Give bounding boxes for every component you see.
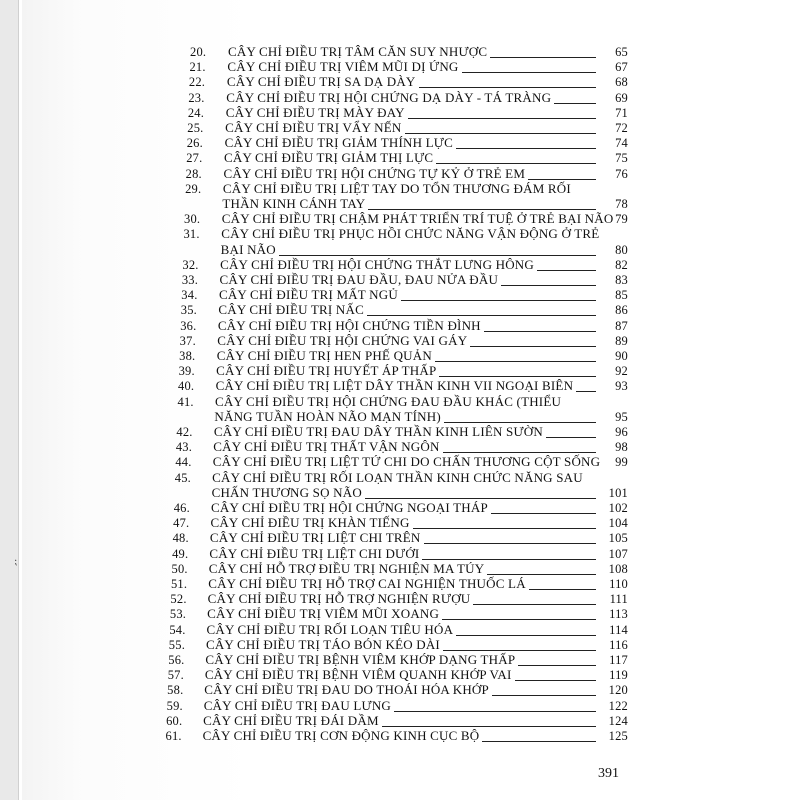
toc-entry <box>22 682 800 698</box>
toc-entry <box>22 378 800 394</box>
toc-entry-title-cont: CHẤN THƯƠNG SỌ NÃO <box>211 484 362 500</box>
toc-entry-page: 79 <box>615 212 628 227</box>
toc-entry-title: CÂY CHỈ ĐIỀU TRỊ LIỆT TỨ CHI DO CHẤN THƯƠNG CỘT SỐNG <box>212 454 601 470</box>
toc-entry-title: CÂY CHỈ ĐIỀU TRỊ RỐI LOẠN THẦN KINH CHỨC NĂNG SAU <box>212 469 583 485</box>
toc-entry-page: 92 <box>615 364 628 379</box>
toc-entry-page: 83 <box>615 273 628 287</box>
toc-entry-page: 74 <box>615 136 628 151</box>
toc-entry-number: 23. <box>188 90 205 105</box>
toc-entry <box>22 90 800 106</box>
toc-entry <box>22 591 800 607</box>
toc-entry-page: 101 <box>608 485 628 500</box>
toc-leader-line <box>368 196 596 210</box>
toc-leader-line <box>435 348 596 362</box>
toc-entry-number: 33. <box>181 273 199 287</box>
toc-entry-title: CÂY CHỈ ĐIỀU TRỊ TÂM CĂN SUY NHƯỢC <box>228 44 488 59</box>
toc-entry-number: 45. <box>174 470 192 485</box>
toc-entry <box>22 105 800 121</box>
toc-entry <box>22 530 800 546</box>
toc-leader-line <box>422 546 596 560</box>
toc-entry-number: 55. <box>168 637 186 652</box>
toc-entry-title: CÂY CHỈ ĐIỀU TRỊ LIỆT CHI DƯỚI <box>209 545 420 561</box>
toc-entry-title: CÂY CHỈ ĐIỀU TRỊ ĐAU ĐẦU, ĐAU NỬA ĐẦU <box>219 272 499 287</box>
toc-entry-number: 52. <box>170 592 187 607</box>
toc-entry-number: 26. <box>186 136 203 151</box>
toc-entry-page: 72 <box>615 121 628 135</box>
toc-leader-line <box>279 242 596 256</box>
toc-entry-number: 57. <box>167 668 184 683</box>
toc-entry-page: 119 <box>609 668 628 683</box>
toc-entry-page: 75 <box>615 151 628 166</box>
toc-entry-title: CÂY CHỈ ĐIỀU TRỊ ĐÁI DẦM <box>203 712 379 728</box>
toc-entry-page: 125 <box>608 729 628 743</box>
toc-entry-page: 107 <box>608 546 628 561</box>
toc-entry-number: 51. <box>170 577 188 591</box>
toc-leader-line <box>528 166 596 180</box>
toc-leader-line <box>456 135 596 149</box>
page-binding-edge <box>0 0 19 800</box>
toc-leader-line <box>462 59 596 73</box>
toc-entry-number: 58. <box>167 683 184 698</box>
toc-entry-title: CÂY CHỈ ĐIỀU TRỊ HỖ TRỢ NGHIỆN RƯỢU <box>207 591 471 607</box>
toc-entry-number: 59. <box>166 698 183 713</box>
toc-leader-line <box>490 44 596 58</box>
book-page <box>14 0 800 800</box>
toc-leader-line <box>546 424 596 438</box>
toc-leader-line <box>529 576 596 590</box>
toc-leader-line <box>482 728 596 742</box>
toc-entry <box>22 287 800 303</box>
toc-entry <box>22 348 800 364</box>
toc-entry-number: 34. <box>181 288 198 303</box>
toc-entry-title: CÂY CHỈ ĐIỀU TRỊ SA DẠ DÀY <box>226 74 416 90</box>
toc-entry-page: 113 <box>609 607 628 622</box>
toc-entry-number: 40. <box>178 379 195 394</box>
toc-entry-number: 41. <box>177 394 194 409</box>
toc-entry-page: 86 <box>615 303 628 318</box>
toc-entry <box>22 181 800 197</box>
toc-entry-title: CÂY CHỈ ĐIỀU TRỊ NẤC <box>218 302 364 318</box>
toc-leader-line <box>537 257 596 271</box>
toc-leader-line <box>436 150 596 164</box>
toc-leader-line <box>367 302 596 316</box>
toc-entry <box>22 667 800 683</box>
toc-leader-line <box>408 105 596 119</box>
toc-entry-continuation <box>22 196 800 212</box>
toc-entry-number: 27. <box>186 151 203 166</box>
toc-entry-number: 49. <box>172 546 189 561</box>
toc-entry-page: 82 <box>615 257 628 272</box>
toc-entry-page: 71 <box>615 105 628 120</box>
toc-entry-page: 124 <box>608 713 628 728</box>
toc-leader-line <box>443 637 596 651</box>
toc-entry <box>22 211 800 227</box>
toc-leader-line <box>491 500 596 514</box>
toc-entry-number: 47. <box>173 516 190 531</box>
toc-leader-line <box>501 272 596 286</box>
toc-entry <box>22 120 800 136</box>
toc-entry <box>22 606 800 622</box>
toc-entry-page: 76 <box>615 166 628 181</box>
toc-entry <box>22 728 800 744</box>
toc-entry-page: 96 <box>615 425 628 439</box>
toc-entry-title: CÂY CHỈ ĐIỀU TRỊ VIÊM MŨI XOANG <box>207 606 440 622</box>
toc-entry-number: 21. <box>189 60 206 75</box>
toc-entry <box>22 500 800 516</box>
toc-entry <box>22 470 800 486</box>
toc-entry-title: CÂY CHỈ ĐIỀU TRỊ HỘI CHỨNG DẠ DÀY - TÁ TRÀNG <box>226 89 552 105</box>
toc-entry-page: 104 <box>608 516 628 531</box>
toc-entry-title: CÂY CHỈ ĐIỀU TRỊ BỆNH VIÊM KHỚP DẠNG THẤP <box>205 652 516 667</box>
toc-entry-page: 105 <box>608 531 628 546</box>
toc-entry-title: CÂY CHỈ ĐIỀU TRỊ VIÊM MŨI DỊ ỨNG <box>227 59 459 75</box>
toc-entry-title: CÂY CHỈ ĐIỀU TRỊ BỆNH VIÊM QUANH KHỚP VAI <box>204 667 512 683</box>
toc-entry-title: CÂY CHỈ ĐIỀU TRỊ GIẢM THÍNH LỰC <box>224 135 453 151</box>
toc-leader-line <box>554 90 596 104</box>
toc-leader-line <box>401 287 596 301</box>
toc-entry-number: 29. <box>185 181 202 196</box>
toc-entry-number: 44. <box>175 455 192 470</box>
toc-entry-title: CÂY CHỈ ĐIỀU TRỊ CHẬM PHÁT TRIỂN TRÍ TUỆ Ở TRẺ BẠI NÃO <box>221 211 614 227</box>
toc-entry <box>22 363 800 379</box>
toc-leader-line <box>473 591 596 605</box>
toc-entry-number: 60. <box>166 713 183 728</box>
toc-entry-title: CÂY CHỈ ĐIỀU TRỊ HỘI CHỨNG VAI GÁY <box>217 332 468 348</box>
toc-entry-title: CÂY CHỈ ĐIỀU TRỊ LIỆT DÂY THẦN KINH VII NGOẠI BIÊN <box>215 378 574 394</box>
toc-entry <box>22 394 800 410</box>
toc-entry-title: CÂY CHỈ ĐIỀU TRỊ KHÀN TIẾNG <box>210 515 410 531</box>
toc-leader-line <box>443 439 596 453</box>
toc-entry <box>22 454 800 470</box>
toc-entry-page: 89 <box>615 333 628 348</box>
toc-entry-title-cont: NĂNG TUẦN HOÀN NÃO MẠN TÍNH) <box>214 408 441 424</box>
toc-entry-page: 102 <box>608 501 628 515</box>
toc-entry-number: 39. <box>178 364 195 379</box>
toc-leader-line <box>576 378 596 392</box>
toc-entry-number: 35. <box>180 303 197 318</box>
toc-entry-title: CÂY CHỈ ĐIỀU TRỊ VẨY NẾN <box>225 120 402 135</box>
toc-entry-title: CÂY CHỈ ĐIỀU TRỊ ĐAU DO THOÁI HÓA KHỚP <box>204 682 489 698</box>
toc-entry-page: 69 <box>615 90 628 105</box>
toc-leader-line <box>419 74 596 88</box>
toc-entry <box>22 135 800 151</box>
toc-entry-page: 122 <box>608 698 628 713</box>
toc-entry <box>22 59 800 75</box>
toc-leader-line <box>405 120 596 134</box>
toc-entry-title: CÂY CHỈ ĐIỀU TRỊ HỘI CHỨNG ĐAU ĐẦU KHÁC (THIỂU <box>215 393 562 409</box>
toc-leader-line <box>487 561 596 575</box>
toc-entry-page: 65 <box>615 45 628 59</box>
toc-entry-number: 56. <box>168 653 185 667</box>
toc-entry-page: 95 <box>615 409 628 424</box>
toc-entry-number: 54. <box>169 622 186 637</box>
toc-entry-title: CÂY CHỈ ĐIỀU TRỊ ĐAU DÂY THẦN KINH LIÊN SƯỜN <box>213 424 543 439</box>
toc-entry <box>22 622 800 638</box>
toc-entry <box>22 652 800 668</box>
toc-entry-page: 108 <box>608 561 628 576</box>
toc-entry <box>22 713 800 729</box>
toc-leader-line <box>470 333 596 347</box>
toc-entry-page: 117 <box>609 653 628 667</box>
toc-entry-title: CÂY CHỈ ĐIỀU TRỊ HEN PHẾ QUẢN <box>216 348 432 363</box>
toc-entry-title-cont: BẠI NÃO <box>220 241 276 257</box>
toc-entry-title: CÂY CHỈ ĐIỀU TRỊ MẤT NGỦ <box>218 287 398 303</box>
toc-entry <box>22 515 800 531</box>
toc-entry-title: CÂY CHỈ ĐIỀU TRỊ ĐAU LƯNG <box>203 697 392 713</box>
toc-entry-number: 28. <box>185 166 202 181</box>
toc-entry-continuation <box>22 485 800 501</box>
toc-entry-page: 93 <box>615 379 628 394</box>
toc-entry-title: CÂY CHỈ ĐIỀU TRỊ GIẢM THỊ LỰC <box>224 150 434 166</box>
toc-leader-line <box>492 682 596 696</box>
toc-entry-title-cont: THẦN KINH CÁNH TAY <box>222 196 366 211</box>
toc-entry <box>22 74 800 90</box>
toc-entry <box>22 546 800 562</box>
page-number: 391 <box>598 766 619 781</box>
toc-entry <box>22 166 800 182</box>
toc-entry-page: 78 <box>615 197 628 211</box>
toc-entry-number: 25. <box>187 121 204 135</box>
toc-leader-line <box>484 318 596 332</box>
toc-entry-title: CÂY CHỈ ĐIỀU TRỊ HỘI CHỨNG TIỀN ĐÌNH <box>217 317 481 333</box>
toc-entry-number: 30. <box>184 212 201 227</box>
toc-entry-title: CÂY CHỈ ĐIỀU TRỊ TÁO BÓN KÉO DÀI <box>205 636 440 652</box>
toc-entry-title: CÂY CHỈ ĐIỀU TRỊ HỘI CHỨNG TỰ KỶ Ở TRẺ EM <box>223 165 526 181</box>
toc-entry <box>22 150 800 166</box>
toc-leader-line <box>515 667 596 681</box>
toc-entry-title: CÂY CHỈ ĐIỀU TRỊ HUYẾT ÁP THẤP <box>216 363 437 379</box>
toc-entry-number: 32. <box>182 257 199 272</box>
toc-entry-page: 120 <box>608 683 628 698</box>
toc-entry <box>22 698 800 714</box>
toc-entry-continuation <box>22 242 800 258</box>
toc-entry-number: 46. <box>173 501 190 515</box>
toc-entry-title: CÂY CHỈ ĐIỀU TRỊ HỘI CHỨNG THẮT LƯNG HÔNG <box>220 256 534 272</box>
toc-entry-number: 38. <box>179 349 196 363</box>
toc-entry <box>22 561 800 577</box>
toc-entry-page: 90 <box>615 349 628 363</box>
toc-leader-line <box>444 409 596 423</box>
toc-entry-title: CÂY CHỈ ĐIỀU TRỊ CƠN ĐỘNG KINH CỤC BỘ <box>202 728 480 743</box>
toc-leader-line <box>413 515 596 529</box>
toc-entry-title: CÂY CHỈ ĐIỀU TRỊ HỘI CHỨNG NGOẠI THÁP <box>211 500 488 515</box>
toc-entry-title: CÂY CHỈ ĐIỀU TRỊ RỐI LOẠN TIÊU HÓA <box>206 621 454 637</box>
toc-entry-number: 42. <box>176 425 193 439</box>
toc-entry-page: 80 <box>615 242 628 257</box>
toc-leader-line <box>518 652 596 666</box>
toc-entry-title: CÂY CHỈ ĐIỀU TRỊ PHỤC HỒI CHỨC NĂNG VẬN ĐỘNG Ở TRẺ <box>221 226 600 242</box>
toc-entry-number: 50. <box>171 561 188 576</box>
toc-entry <box>22 637 800 653</box>
toc-entry <box>22 576 800 592</box>
toc-entry-number: 31. <box>183 227 200 242</box>
toc-entry-continuation <box>22 409 800 425</box>
toc-entry <box>22 333 800 349</box>
toc-entry-page: 114 <box>609 622 628 637</box>
toc-entry <box>22 424 800 440</box>
toc-entry-title: CÂY CHỈ ĐIỀU TRỊ MÀY ĐAY <box>225 104 405 120</box>
toc-leader-line <box>442 606 596 620</box>
toc-entry-title: CÂY CHỈ ĐIỀU TRỊ THẤT VẬN NGÔN <box>213 439 440 455</box>
toc-leader-line <box>382 713 596 727</box>
toc-entry-page: 98 <box>615 440 628 455</box>
toc-entry-number: 48. <box>172 531 189 546</box>
toc-entry-title: CÂY CHỈ ĐIỀU TRỊ LIỆT TAY DO TỔN THƯƠNG ĐÁM RỐI <box>222 180 571 196</box>
toc-entry-title: CÂY CHỈ ĐIỀU TRỊ HỖ TRỢ CAI NGHIỆN THUỐC LÁ <box>208 576 526 591</box>
toc-entry-number: 37. <box>179 333 196 348</box>
toc-leader-line <box>424 530 596 544</box>
toc-entry-number: 22. <box>188 75 206 90</box>
toc-entry-number: 24. <box>187 105 205 120</box>
toc-entry-page: 111 <box>609 592 628 607</box>
toc-entry-number: 61. <box>165 729 182 743</box>
toc-entry-page: 116 <box>609 637 628 652</box>
toc-entry-page: 99 <box>615 455 628 470</box>
scan-speck: ⁏ <box>14 556 18 567</box>
toc-entry-number: 36. <box>180 318 197 333</box>
toc-leader-line <box>394 698 596 712</box>
toc-entry-number: 53. <box>169 607 187 622</box>
toc-leader-line <box>456 622 596 636</box>
toc-entry-page: 85 <box>615 288 628 303</box>
toc-entry-page: 110 <box>609 577 628 591</box>
toc-entry <box>22 439 800 455</box>
toc-entry-number: 43. <box>175 440 193 455</box>
toc-entry <box>22 257 800 273</box>
toc-entry <box>22 302 800 318</box>
toc-entry-page: 67 <box>615 60 628 75</box>
toc-entry-title: CÂY CHỈ ĐIỀU TRỊ LIỆT CHI TRÊN <box>209 530 421 546</box>
toc-entry-page: 87 <box>615 318 628 333</box>
toc-entry <box>22 226 800 242</box>
toc-entry-page: 68 <box>615 75 628 90</box>
toc-entry-number: 20. <box>190 45 207 59</box>
toc-leader-line <box>439 363 596 377</box>
toc-entry <box>22 318 800 334</box>
toc-entry-title: CÂY CHỈ HỖ TRỢ ĐIỀU TRỊ NGHIỆN MA TÚY <box>208 560 485 576</box>
toc-leader-line <box>365 485 596 499</box>
toc-entry <box>22 272 800 288</box>
toc-entry <box>22 44 800 60</box>
